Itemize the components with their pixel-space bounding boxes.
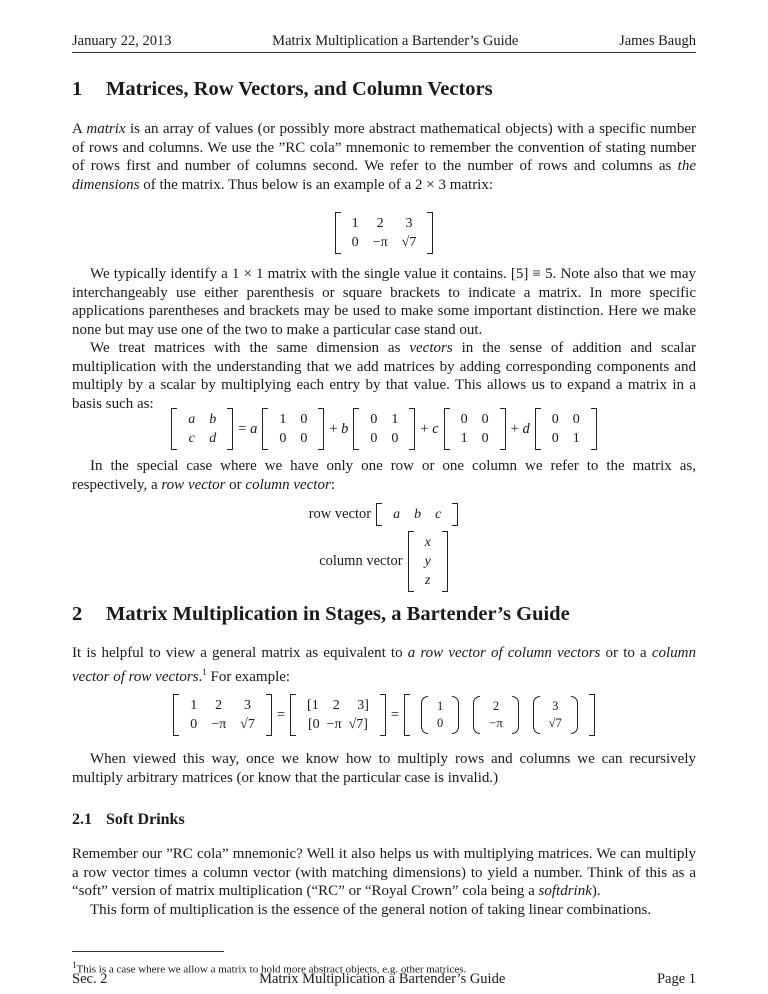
matrix-cell: 0 bbox=[481, 412, 489, 427]
matrix-cell: 0 bbox=[300, 412, 308, 427]
math-operator: = a bbox=[238, 420, 258, 437]
subsection-2-1-heading bbox=[72, 811, 185, 830]
scalar: a bbox=[250, 420, 258, 437]
paren-matrix bbox=[473, 696, 518, 734]
matrix-cell: 0 bbox=[551, 412, 559, 427]
text-run: We typically identify a 1 × 1 matrix with the single value it contains. [5] ≡ 5. Note also that we may interchangeably use either parenthesis or square brackets to indicate a matrix. In more specific applications parentheses and brackets may be used to make some important distinction. Here we make none but may use one of the two to make a particular case stand out. bbox=[72, 266, 696, 338]
matrix-cell: b bbox=[414, 507, 422, 522]
matrix-cell: c bbox=[188, 431, 195, 446]
matrix-cell: b bbox=[209, 412, 217, 427]
paragraph bbox=[72, 644, 696, 686]
paragraph bbox=[72, 339, 696, 413]
emphasis-text: matrix bbox=[86, 121, 126, 137]
matrix-cell: [0 −π √7] bbox=[307, 717, 368, 732]
left-delimiter bbox=[353, 408, 359, 450]
scalar: d bbox=[522, 420, 530, 437]
matrix-cell: [1 2 3] bbox=[307, 698, 369, 713]
right-delimiter bbox=[380, 694, 386, 736]
matrix-cell: 0 bbox=[370, 431, 378, 446]
emphasis-text: row vector bbox=[161, 476, 226, 493]
matrix-cell: 0 bbox=[460, 412, 468, 427]
subsection-number: 2.1 bbox=[72, 811, 92, 828]
matrix-cell: −π bbox=[211, 717, 227, 732]
left-delimiter bbox=[421, 696, 428, 734]
paragraph bbox=[72, 265, 696, 339]
right-delimiter bbox=[318, 408, 324, 450]
matrix-cell: 3 bbox=[405, 216, 413, 231]
running-header bbox=[72, 32, 696, 51]
matrix-cell: 2 bbox=[376, 216, 384, 231]
column-vector-example bbox=[72, 531, 696, 592]
text-run: Remember our ”RC cola” mnemonic? Well it also helps us with multiplying matrices. We can multiply a row vector times a column vector (with matching dimensions) to yield a number. Think of this as a “soft” version of matrix multiplication (“RC” or “Royal Crown” cola being a bbox=[72, 846, 696, 900]
matrix-cell: 2 bbox=[215, 698, 223, 713]
text-run: is an array of values (or possibly more abstract mathematical objects) with a specific number of rows and columns. We use the ”RC cola” mnemonic to remember the convention of stating number of rows first and number of columns second. We refer to the number of rows and columns as bbox=[72, 121, 696, 175]
text-run: This form of multiplication is the essence of the general notion of taking linear combinations. bbox=[90, 902, 652, 918]
matrix-cell: 0 bbox=[437, 716, 444, 730]
paren-matrix bbox=[421, 696, 459, 734]
scalar: b bbox=[341, 420, 349, 437]
matrix-cell: a bbox=[393, 507, 401, 522]
paragraph bbox=[72, 901, 696, 920]
text-run: or bbox=[225, 476, 246, 493]
matrix-cell: x bbox=[424, 535, 431, 550]
text-run: of the matrix. Thus below is an example of a 2 × 3 matrix: bbox=[139, 176, 494, 193]
column-vector-label: column vector bbox=[319, 553, 403, 570]
matrix-cell: 0 bbox=[391, 431, 399, 446]
paragraph bbox=[72, 120, 696, 194]
text-run: It is helpful to view a general matrix as equivalent to bbox=[72, 645, 408, 661]
left-delimiter bbox=[444, 408, 450, 450]
emphasis-text: a row vector of column vectors bbox=[407, 645, 601, 661]
left-delimiter bbox=[335, 212, 341, 254]
equation-matrix-example bbox=[72, 212, 696, 254]
right-delimiter bbox=[427, 212, 433, 254]
section-number: 2 bbox=[72, 603, 83, 625]
footer-section: Sec. 2 bbox=[72, 971, 108, 987]
right-delimiter bbox=[409, 408, 415, 450]
matrix-cell: 0 bbox=[551, 431, 559, 446]
equation-basis-expansion bbox=[72, 408, 696, 450]
matrix-cell: 0 bbox=[351, 235, 359, 250]
row-vector-example bbox=[72, 503, 696, 526]
matrix-cell: 0 bbox=[279, 431, 287, 446]
paragraph bbox=[72, 457, 696, 494]
left-delimiter bbox=[173, 694, 179, 736]
math-operator: + c bbox=[420, 420, 439, 437]
left-delimiter bbox=[290, 694, 296, 736]
matrix-cell: 1 bbox=[460, 431, 468, 446]
matrix-cell bbox=[414, 696, 466, 734]
matrix-cell: √7 bbox=[240, 717, 255, 732]
left-delimiter bbox=[262, 408, 268, 450]
math-operator: + d bbox=[510, 420, 530, 437]
matrix-cell bbox=[526, 696, 585, 734]
paragraph bbox=[72, 845, 696, 901]
running-footer bbox=[72, 970, 696, 989]
matrix bbox=[535, 408, 597, 450]
matrix-cell: y bbox=[424, 554, 431, 569]
math-operator: = bbox=[276, 706, 286, 723]
left-delimiter bbox=[408, 531, 414, 592]
matrix-cell: 1 bbox=[391, 412, 399, 427]
paren-matrix bbox=[533, 696, 578, 734]
section-title: Matrices, Row Vectors, and Column Vectors bbox=[106, 78, 493, 100]
text-run: A bbox=[72, 121, 87, 137]
matrix-cell: 0 bbox=[481, 431, 489, 446]
matrix-cell: 1 bbox=[437, 699, 444, 713]
matrix-cell: d bbox=[209, 431, 217, 446]
row-vector bbox=[373, 503, 461, 526]
matrix-cell: 3 bbox=[552, 699, 559, 713]
footer-page: Page 1 bbox=[656, 971, 696, 987]
header-date: January 22, 2013 bbox=[72, 33, 172, 49]
footnote-rule bbox=[72, 951, 224, 952]
left-delimiter bbox=[473, 696, 480, 734]
matrix-cell bbox=[466, 696, 525, 734]
matrix-cell: 1 bbox=[190, 698, 198, 713]
emphasis-text: column vector bbox=[245, 476, 331, 493]
header-author: James Baugh bbox=[619, 33, 696, 49]
matrix-cell: 0 bbox=[190, 717, 198, 732]
column-vector bbox=[405, 531, 451, 592]
text-run: In the special case where we have only one row or one column we refer to the matrix as, respectively, a bbox=[72, 458, 696, 493]
matrix-cell: 0 bbox=[370, 412, 378, 427]
right-delimiter bbox=[266, 694, 272, 736]
scalar: c bbox=[432, 420, 439, 437]
matrix-cell: √7 bbox=[548, 716, 562, 730]
matrix bbox=[335, 212, 434, 254]
matrix bbox=[353, 408, 415, 450]
emphasis-text: the dimensions bbox=[72, 158, 696, 193]
matrix-cell: 0 bbox=[300, 431, 308, 446]
matrix-cell: 2 bbox=[492, 699, 500, 713]
right-delimiter bbox=[442, 531, 448, 592]
footnote-text: This is a case where we allow a matrix to hold more abstract objects, e.g. other matrices. bbox=[76, 963, 467, 976]
right-delimiter bbox=[571, 696, 578, 734]
matrix bbox=[262, 408, 324, 450]
emphasis-text: softdrink bbox=[538, 883, 592, 900]
matrix-cell: 1 bbox=[572, 431, 580, 446]
header-rule bbox=[72, 52, 696, 53]
section-2-heading bbox=[72, 605, 570, 624]
equation-row-column-decomposition bbox=[72, 694, 696, 736]
left-delimiter bbox=[533, 696, 540, 734]
emphasis-text: vectors bbox=[409, 340, 453, 356]
text-run: : bbox=[330, 476, 335, 493]
text-run: . bbox=[198, 668, 203, 685]
footnote-mark: 1 bbox=[72, 960, 77, 970]
right-delimiter bbox=[512, 696, 519, 734]
matrix-cell: c bbox=[435, 507, 442, 522]
left-delimiter bbox=[171, 408, 177, 450]
matrix-cell: a bbox=[188, 412, 196, 427]
right-delimiter bbox=[227, 408, 233, 450]
matrix bbox=[171, 408, 233, 450]
math-operator: + b bbox=[329, 420, 349, 437]
paragraph bbox=[72, 750, 696, 787]
matrix bbox=[376, 503, 458, 526]
matrix-cell: −π bbox=[489, 716, 503, 730]
matrix-cell: −π bbox=[372, 235, 388, 250]
right-delimiter bbox=[452, 696, 459, 734]
left-delimiter bbox=[535, 408, 541, 450]
text-run: For example: bbox=[206, 668, 291, 685]
section-title: Matrix Multiplication in Stages, a Bartender’s Guide bbox=[106, 603, 570, 625]
left-delimiter bbox=[376, 503, 382, 526]
text-run: or to a bbox=[600, 645, 652, 661]
math-operator: = bbox=[390, 706, 400, 723]
matrix bbox=[290, 694, 386, 736]
right-delimiter bbox=[591, 408, 597, 450]
section-number: 1 bbox=[72, 78, 83, 100]
right-delimiter bbox=[589, 694, 595, 736]
footer-title: Matrix Multiplication a Bartender’s Guide bbox=[259, 971, 506, 987]
matrix-cell: √7 bbox=[401, 235, 417, 250]
matrix-cell: z bbox=[424, 573, 431, 588]
text-run: When viewed this way, once we know how to multiply rows and columns we can recursively multiply arbitrary matrices (or know that the particular case is invalid.) bbox=[72, 751, 696, 786]
matrix-cell: 1 bbox=[351, 216, 359, 231]
footnote-ref: 1 bbox=[202, 666, 207, 677]
right-delimiter bbox=[500, 408, 506, 450]
text-run: ). bbox=[591, 883, 601, 900]
row-vector-label: row vector bbox=[308, 506, 372, 523]
matrix-cell: 3 bbox=[244, 698, 251, 713]
right-delimiter bbox=[452, 503, 458, 526]
section-1-heading bbox=[72, 80, 493, 99]
matrix bbox=[173, 694, 272, 736]
matrix-cell: 1 bbox=[279, 412, 287, 427]
matrix bbox=[444, 408, 506, 450]
header-title: Matrix Multiplication a Bartender’s Guide bbox=[272, 33, 519, 49]
text-run: We treat matrices with the same dimension as bbox=[90, 340, 410, 356]
left-delimiter bbox=[404, 694, 410, 736]
emphasis-text: column vector of row vectors bbox=[72, 645, 697, 685]
subsection-title: Soft Drinks bbox=[106, 811, 185, 828]
matrix bbox=[404, 694, 595, 736]
matrix-cell: 0 bbox=[572, 412, 580, 427]
text-run: in the sense of addition and scalar multiplication with the understanding that we add matrices by adding corresponding components and multiply by a scalar by multiplying each entry by that value. This allows us to expand a matrix in a basis such as: bbox=[72, 340, 696, 412]
matrix bbox=[408, 531, 448, 592]
